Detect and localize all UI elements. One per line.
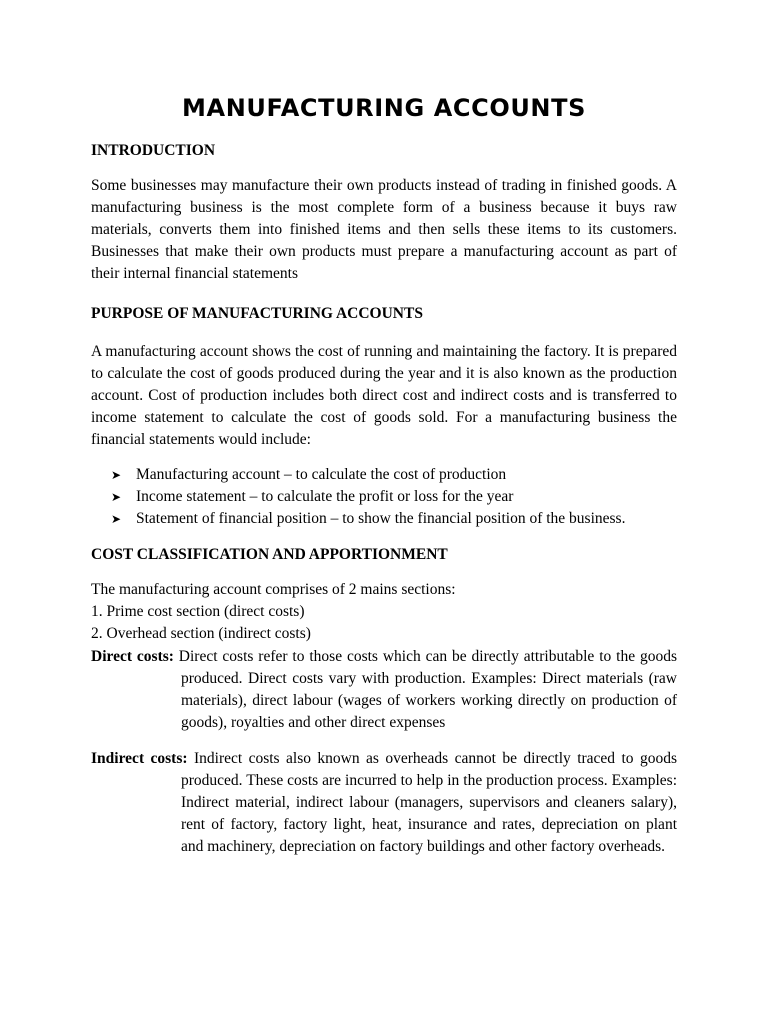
list-item	[91, 508, 677, 530]
arrow-bullet-icon: ➤	[111, 512, 122, 526]
definition-indirect-costs	[91, 748, 677, 858]
list-item: 2. Overhead section (indirect costs)	[91, 625, 311, 642]
list-item-text: Income statement – to calculate the profit or loss for the year	[136, 488, 514, 505]
paragraph-introduction: Some businesses may manufacture their own products instead of trading in finished goods. A manufacturing business is the most complete form of a business because it buys raw materials, converts them into finished items and then sells these items to its customers. Businesses that make their own products must prepare a manufacturing account as part of their internal financial statements	[91, 177, 677, 282]
list-item: 1. Prime cost section (direct costs)	[91, 603, 305, 620]
cost-sections-intro: The manufacturing account comprises of 2 mains sections:	[91, 581, 456, 598]
list-item-text: Manufacturing account – to calculate the cost of production	[136, 466, 507, 483]
arrow-bullet-icon: ➤	[111, 468, 122, 482]
arrow-bullet-icon: ➤	[111, 490, 122, 504]
cost-sections-list	[91, 579, 677, 645]
direct-costs-text: Direct costs refer to those costs which can be directly attributable to the goods produced. Direct costs vary with production. Examples: Direct materials (raw materials), direct labour (wages of workers working directly on production of goods), royalties and other direct expenses	[173, 648, 677, 731]
page-title: MANUFACTURING ACCOUNTS	[182, 94, 586, 122]
list-item	[91, 486, 677, 508]
heading-cost-classification: COST CLASSIFICATION AND APPORTIONMENT	[91, 546, 448, 563]
indirect-costs-term: Indirect costs:	[91, 750, 188, 767]
direct-costs-term: Direct costs:	[91, 648, 174, 665]
definition-direct-costs	[91, 646, 677, 734]
heading-introduction: INTRODUCTION	[91, 142, 216, 159]
heading-purpose: PURPOSE OF MANUFACTURING ACCOUNTS	[91, 305, 423, 322]
paragraph-purpose: A manufacturing account shows the cost of running and maintaining the factory. It is prepared to calculate the cost of goods produced during the year and it is also known as the production account. Cost of production includes both direct cost and indirect costs and is transferred to income statement to calculate the cost of goods sold. For a manufacturing business the financial statements would include:	[91, 343, 677, 448]
financial-statements-list	[91, 464, 677, 530]
list-item-text: Statement of financial position – to show the financial position of the business.	[136, 510, 626, 527]
indirect-costs-text: Indirect costs also known as overheads cannot be directly traced to goods produced. These costs are incurred to help in the production process. Examples: Indirect material, indirect labour (managers, supervisors and cleaners salary), rent of factory, factory light, heat, insurance and rates, depreciation on plant and machinery, depreciation on factory buildings and other factory overheads.	[181, 750, 677, 855]
list-item	[91, 464, 677, 486]
